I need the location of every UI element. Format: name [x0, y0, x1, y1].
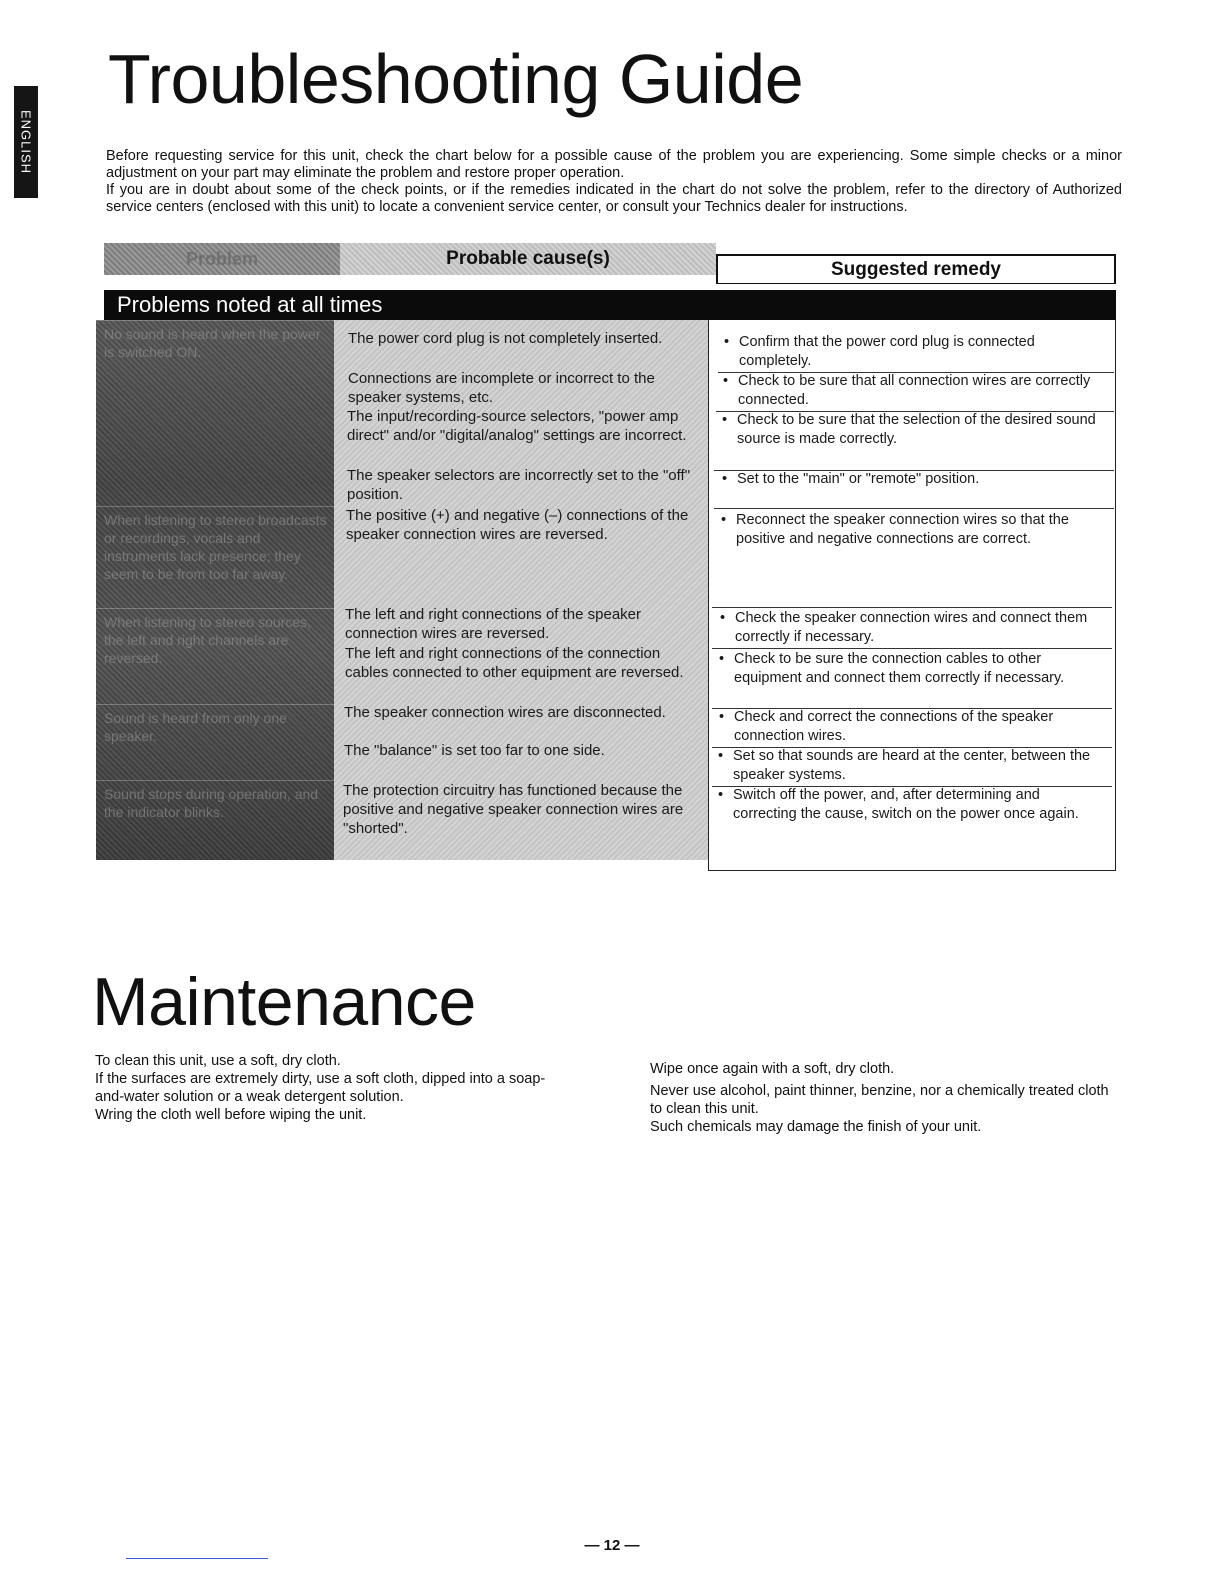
remedy-item — [720, 411, 1106, 449]
footer-link-underline — [126, 1558, 268, 1559]
remedy-text: Check the speaker connection wires and connect them correctly if necessary. — [735, 610, 1088, 645]
troubleshooting-intro — [106, 148, 1122, 216]
maintenance-text: Never use alcohol, paint thinner, benzine, nor a chemically treated cloth to clean this unit. — [650, 1083, 1109, 1117]
bullet-icon: • — [718, 787, 724, 803]
troubleshooting-title: Troubleshooting Guide — [108, 40, 804, 118]
problem-text: Sound stops during operation, and the indicator blinks. — [104, 786, 319, 820]
maintenance-right-column — [650, 1060, 1110, 1136]
bullet-icon: • — [718, 748, 724, 764]
remedy-item — [722, 333, 1102, 371]
maintenance-text: Wring the cloth well before wiping the unit. — [95, 1107, 367, 1123]
remedy-item — [717, 650, 1107, 688]
cause-text: The speaker connection wires are disconnected. — [344, 704, 666, 721]
remedy-text: Set to the "main" or "remote" position. — [737, 471, 980, 487]
problem-cell — [96, 704, 334, 781]
section-band — [104, 290, 1116, 320]
maintenance-left-column — [95, 1052, 565, 1124]
remedy-item — [716, 786, 1106, 824]
problem-text: When listening to stereo sources, the left and right channels are reversed. — [104, 614, 311, 666]
cause-text: The input/recording-source selectors, "power amp direct" and/or "digital/analog" settings are incorrect. — [347, 408, 687, 444]
remedy-item — [718, 609, 1108, 647]
bullet-icon: • — [720, 610, 726, 626]
remedy-item — [720, 470, 1106, 489]
cause-text: The "balance" is set too far to one side. — [344, 742, 605, 759]
row-divider — [712, 648, 1112, 649]
bullet-icon: • — [724, 334, 730, 350]
bullet-icon: • — [722, 471, 728, 487]
remedy-text: Check to be sure that the selection of the desired sound source is made correctly. — [737, 412, 1096, 447]
cause-text: The power cord plug is not completely inserted. — [348, 330, 663, 347]
cause-text: The left and right connections of the speaker connection wires are reversed. — [345, 606, 642, 642]
cause-text: The speaker selectors are incorrectly set to the "off" position. — [347, 467, 691, 503]
problem-cell — [96, 506, 334, 609]
maintenance-text: To clean this unit, use a soft, dry cloth. — [95, 1053, 341, 1069]
remedy-item — [717, 708, 1107, 746]
cause-text: The protection circuitry has functioned because the positive and negative speaker connection wires are "shorted". — [343, 782, 684, 837]
remedy-item — [719, 511, 1105, 549]
remedy-text: Check to be sure the connection cables to other equipment and connect them correctly if necessary. — [734, 651, 1065, 686]
bullet-icon: • — [719, 651, 725, 667]
maintenance-text: If the surfaces are extremely dirty, use a soft cloth, dipped into a soap-and-water solution or a weak detergent solution. — [95, 1071, 546, 1105]
row-divider — [714, 508, 1114, 509]
maintenance-text: Wipe once again with a soft, dry cloth. — [650, 1061, 895, 1077]
bullet-icon: • — [721, 512, 727, 528]
header-probable-cause: Probable cause(s) — [446, 248, 610, 269]
remedy-text: Set so that sounds are heard at the center, between the speaker systems. — [733, 748, 1091, 783]
remedy-item — [716, 747, 1106, 785]
row-divider — [712, 607, 1112, 608]
bullet-icon: • — [722, 412, 728, 428]
header-suggested-remedy: Suggested remedy — [716, 254, 1116, 284]
cause-text: The left and right connections of the connection cables connected to other equipment are reversed. — [345, 645, 684, 681]
problem-text: When listening to stereo broadcasts or recordings, vocals and instruments lack presence; they seem to be from too far away. — [104, 512, 327, 582]
section-title: Problems noted at all times — [117, 292, 383, 317]
remedy-text: Check to be sure that all connection wires are correctly connected. — [738, 373, 1091, 408]
problem-cell — [96, 780, 334, 861]
remedy-text: Switch off the power, and, after determining and correcting the cause, switch on the power once again. — [733, 787, 1079, 822]
header-problem: Problem — [185, 248, 259, 269]
remedy-text: Check and correct the connections of the speaker connection wires. — [734, 709, 1054, 744]
bullet-icon: • — [723, 373, 729, 389]
problem-cell — [96, 608, 334, 705]
intro-paragraph-1: Before requesting service for this unit, check the chart below for a possible cause of the problem you are experiencing. Some simple checks or a minor adjustment on your part may eliminate the problem and restore proper operation. — [106, 148, 1122, 181]
problem-cell — [96, 320, 334, 507]
remedy-text: Confirm that the power cord plug is connected completely. — [739, 334, 1035, 369]
remedy-text: Reconnect the speaker connection wires so that the positive and negative connections are correct. — [736, 512, 1069, 547]
cause-text: Connections are incomplete or incorrect to the speaker systems, etc. — [348, 370, 655, 406]
bullet-icon: • — [719, 709, 725, 725]
maintenance-title: Maintenance — [92, 964, 476, 1040]
intro-paragraph-2: If you are in doubt about some of the check points, or if the remedies indicated in the chart do not solve the problem, refer to the directory of Authorized service centers (enclosed with this unit) to locate a convenient service center, or consult your Technics dealer for instructions. — [106, 182, 1122, 215]
language-tab-label: ENGLISH — [18, 109, 34, 175]
cause-text: The positive (+) and negative (–) connections of the speaker connection wires are reversed. — [346, 507, 689, 543]
problem-column — [96, 320, 334, 860]
problem-text: No sound is heard when the power is switched ON. — [104, 326, 321, 360]
language-tab — [14, 86, 38, 198]
page-number: — 12 — — [584, 1537, 640, 1554]
remedy-item — [721, 372, 1105, 410]
problem-text: Sound is heard from only one speaker. — [104, 710, 287, 744]
maintenance-text: Such chemicals may damage the finish of your unit. — [650, 1119, 982, 1135]
